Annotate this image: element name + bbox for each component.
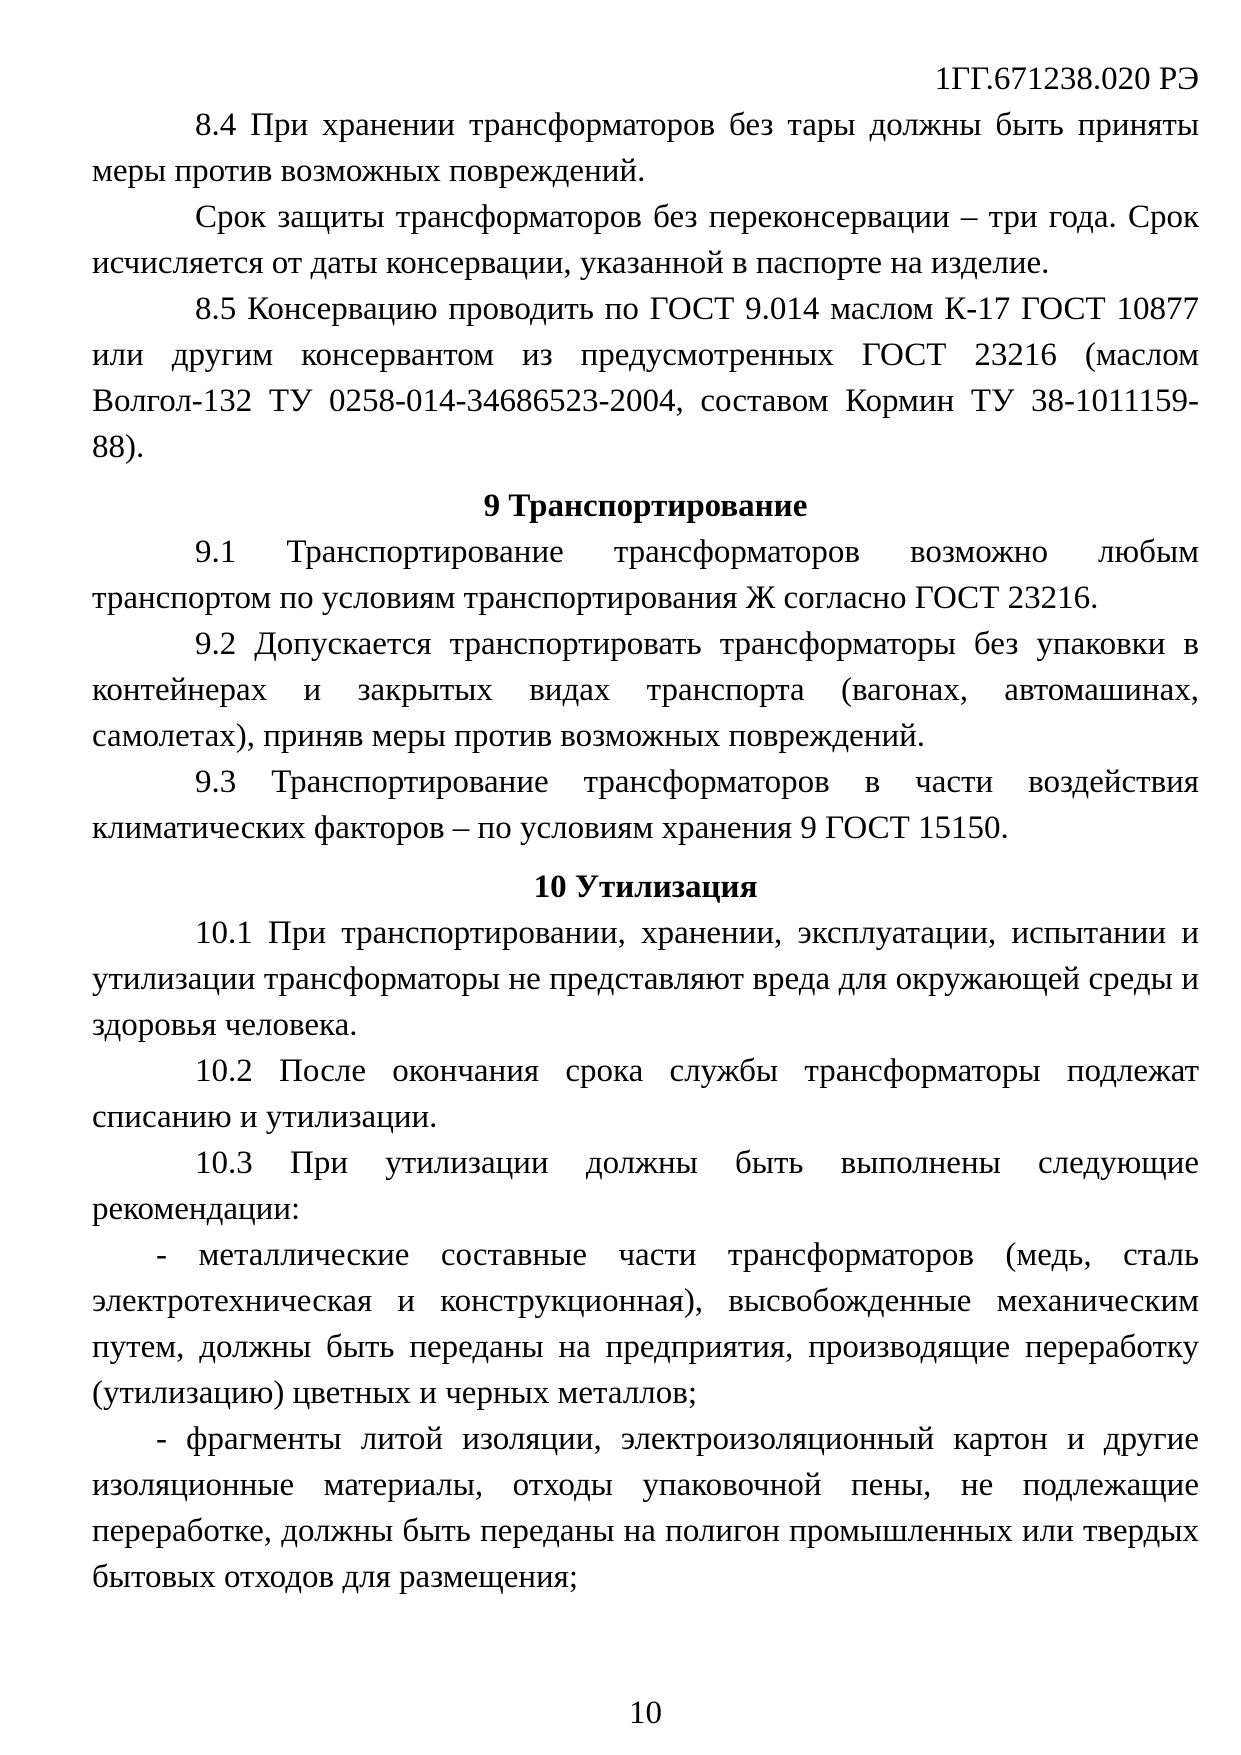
paragraph-8-5-conservation: 8.5 Консервацию проводить по ГОСТ 9.014 маслом К-17 ГОСТ 10877 или другим консервантом из предусмотренных ГОСТ 23216 (маслом Волгол-132 ТУ 0258-014-34686523-2004, составом Кормин ТУ 38-1011159-88). bbox=[92, 291, 1199, 465]
document-code: 1ГГ.671238.020 РЭ bbox=[934, 61, 1199, 97]
paragraph-10-2-end-of-service: 10.2 После окончания срока службы трансформаторы подлежат списанию и утилизации. bbox=[92, 1053, 1199, 1135]
paragraph-9-3-climatic-factors: 9.3 Транспортирование трансформаторов в части воздействия климатических факторов – по условиям хранения 9 ГОСТ 15150. bbox=[92, 764, 1199, 846]
list-item-metal-parts: - металлические составные части трансформаторов (медь, сталь электротехническая и конструкционная), высвобожденные механическим путем, должны быть переданы на предприятия, производящие переработку (утилизацию) цветных и черных металлов; bbox=[92, 1237, 1199, 1411]
paragraph-8-4-storage-without-packaging: 8.4 При хранении трансформаторов без тары должны быть приняты меры против возможных повреждений. bbox=[92, 107, 1199, 189]
section-heading-transportation: 9 Транспортирование bbox=[483, 488, 808, 524]
section-heading-utilization: 10 Утилизация bbox=[533, 869, 758, 905]
paragraph-10-3-recommendations: 10.3 При утилизации должны быть выполнены следующие рекомендации: bbox=[92, 1145, 1199, 1227]
list-item-insulation-materials: - фрагменты литой изоляции, электроизоляционный картон и другие изоляционные материалы, отходы упаковочной пены, не подлежащие переработке, должны быть переданы на полигон промышленных или твердых бытовых отходов для размещения; bbox=[92, 1421, 1199, 1595]
paragraph-10-1-environmental-safety: 10.1 При транспортировании, хранении, эксплуатации, испытании и утилизации трансформаторы не представляют вреда для окружающей среды и здоровья человека. bbox=[92, 915, 1199, 1043]
page-number: 10 bbox=[629, 1695, 662, 1731]
paragraph-protection-period: Срок защиты трансформаторов без переконсервации – три года. Срок исчисляется от даты консервации, указанной в паспорте на изделие. bbox=[92, 199, 1199, 281]
paragraph-9-2-transport-without-packaging: 9.2 Допускается транспортировать трансформаторы без упаковки в контейнерах и закрытых видах транспорта (вагонах, автомашинах, самолетах), приняв меры против возможных повреждений. bbox=[92, 626, 1199, 754]
paragraph-9-1-transport-modes: 9.1 Транспортирование трансформаторов возможно любым транспортом по условиям транспортирования Ж согласно ГОСТ 23216. bbox=[92, 534, 1199, 616]
